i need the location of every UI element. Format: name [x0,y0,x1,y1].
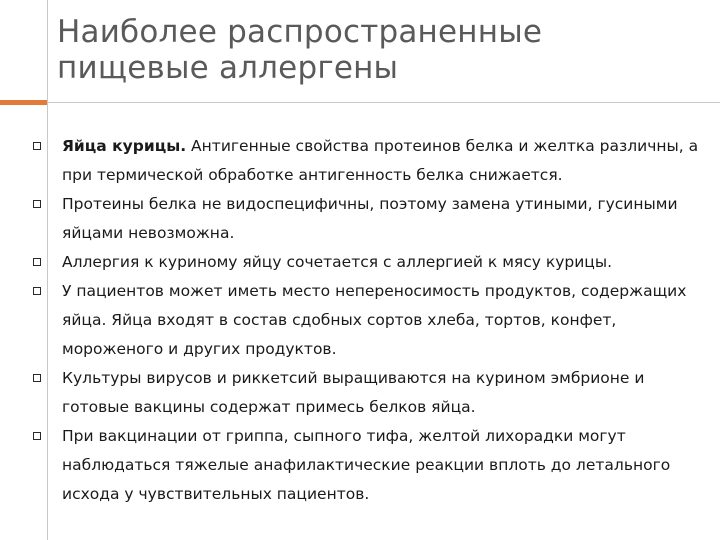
bullet-item-5 [33,364,703,422]
bullet-item-4 [33,277,703,364]
bullet-item-5-text: Культуры вирусов и риккетсий выращиваются на курином эмбрионе и готовые вакцины содержат примесь белков яйца. [62,369,645,416]
bullet-item-4-text: У пациентов может иметь место непереносимость продуктов, содержащих яйца. Яйца входят в состав сдобных сортов хлеба, тортов, конфет, мороженого и других продуктов. [62,282,687,358]
hollow-square-icon [33,258,41,266]
bullet-list [33,132,703,509]
bullet-item-3 [33,248,703,277]
hollow-square-icon [33,287,41,295]
slide-title-line-1: Наиболее распространенные [57,14,543,50]
hollow-square-icon [33,142,41,150]
bullet-item-3-text: Аллергия к куриному яйцу сочетается с аллергией к мясу курицы. [62,253,613,271]
slide-title-line-2: пищевые аллергены [57,50,399,86]
bullet-item-2-text: Протеины белка не видоспецифичны, поэтому замена утиными, гусиными яйцами невозможна. [62,195,678,242]
hollow-square-icon [33,432,41,440]
bullet-item-1-bold: Яйца курицы. [62,137,187,155]
horizontal-divider-line [0,102,720,103]
hollow-square-icon [33,374,41,382]
slide-title [57,14,697,86]
bullet-item-1 [33,132,703,190]
hollow-square-icon [33,200,41,208]
bullet-item-1-text: Антигенные свойства протеинов белка и желтка различны, а при термической обработке антигенность белка снижается. [62,137,699,184]
accent-bar [0,100,47,105]
bullet-item-2 [33,190,703,248]
bullet-item-6-text: При вакцинации от гриппа, сыпного тифа, желтой лихорадки могут наблюдаться тяжелые анафилактические реакции вплоть до летального исхода у чувствительных пациентов. [62,427,671,503]
bullet-item-6 [33,422,703,509]
